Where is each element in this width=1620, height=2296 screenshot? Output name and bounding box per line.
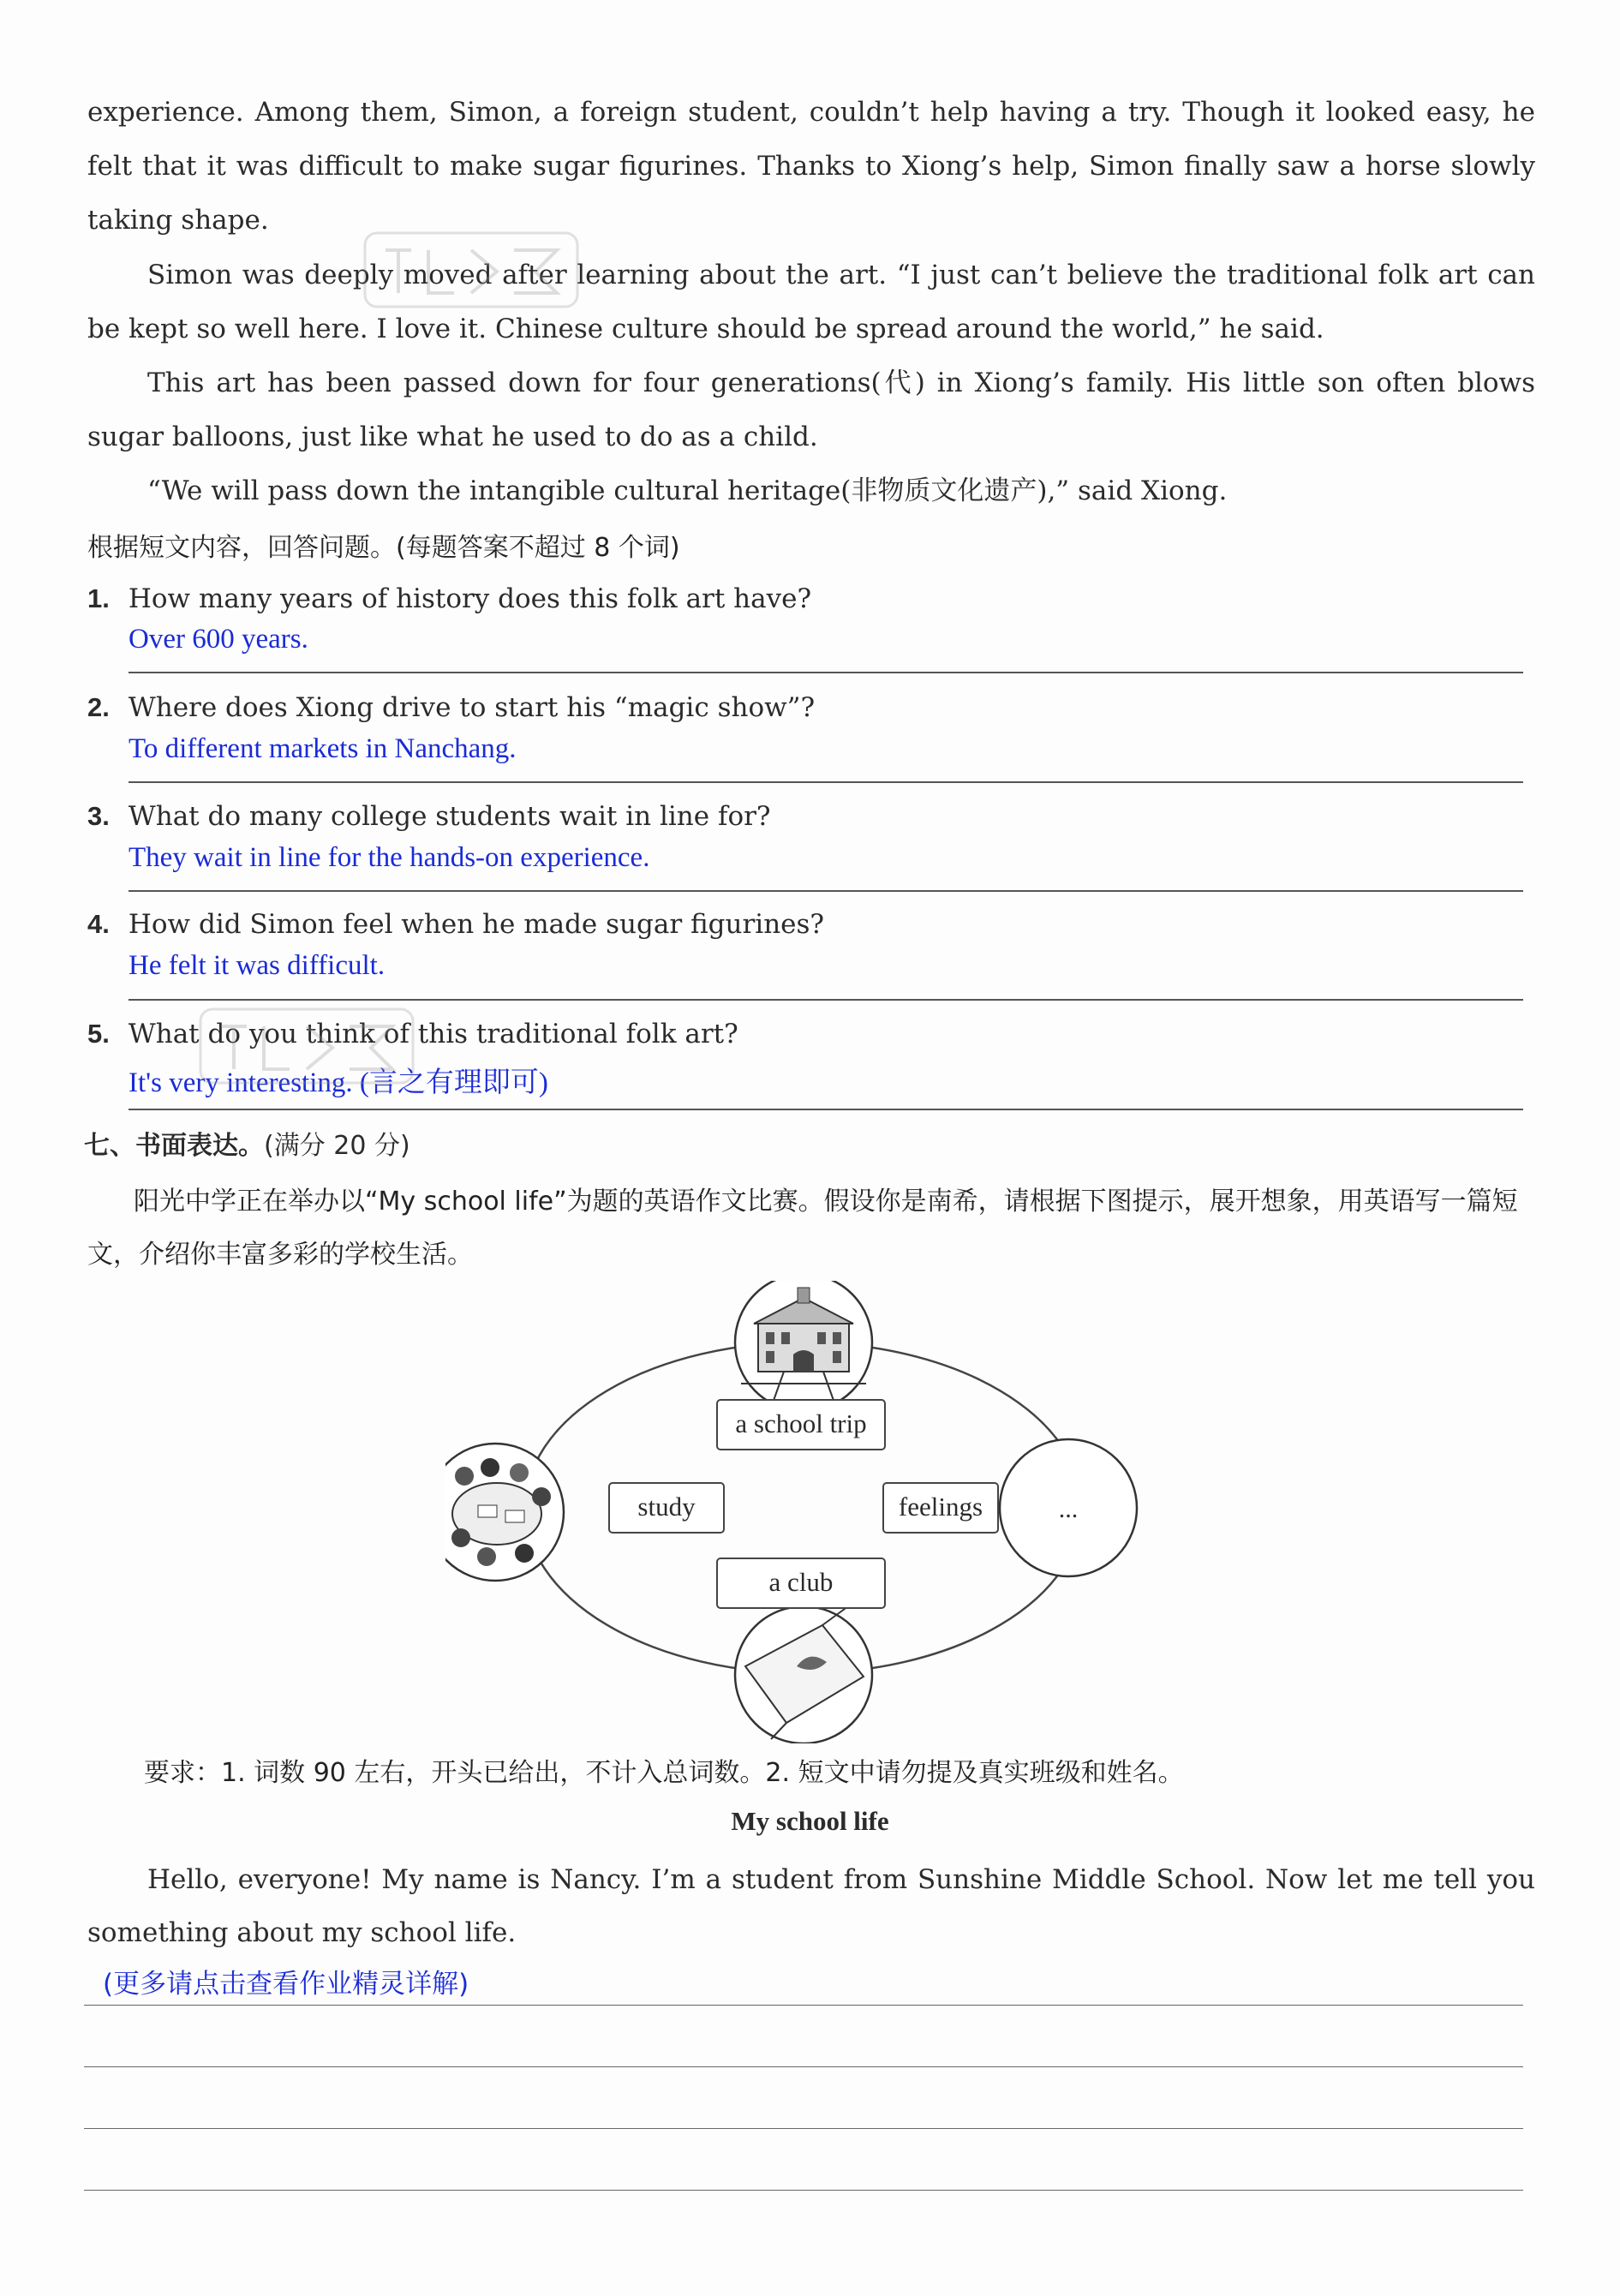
writing-prompt: 阳光中学正在举办以“My school life”为题的英语作文比赛。假设你是南希，请根据下图提示，展开想象，用英语写一篇短文，介绍你丰富多彩的学校生活。 [87, 1187, 1518, 1270]
answer-line [129, 1109, 1523, 1110]
question-text: How many years of history does this folk art have? [128, 583, 812, 614]
section-7-heading [84, 1124, 410, 1162]
answer-5: It's very interesting. (言之有理即可) [129, 1067, 548, 1098]
question-4 [87, 906, 1535, 942]
topic-school-trip: a school trip [716, 1399, 886, 1450]
section-score: (满分 20 分) [264, 1131, 410, 1161]
question-text: What do many college students wait in line for? [128, 801, 771, 832]
writing-requirements: 要求：1. 词数 90 左右，开头已给出，不计入总词数。2. 短文中请勿提及真实班级和姓名。 [144, 1758, 1184, 1788]
question-instruction: 根据短文内容，回答问题。(每题答案不超过 8 个词) [87, 533, 680, 563]
question-text: Where does Xiong drive to start his “magic show”? [128, 692, 816, 723]
answer-line [129, 781, 1523, 783]
writing-line [84, 2190, 1523, 2191]
essay-title: My school life [731, 1806, 889, 1836]
question-number: 2. [87, 692, 110, 722]
watermark-logo [195, 1001, 418, 1095]
writing-line [84, 2005, 1523, 2006]
question-number: 4. [87, 909, 110, 939]
passage-paragraph-4: “We will pass down the intangible cultural heritage(非物质文化遗产),” said Xiong. [147, 475, 1228, 506]
question-1 [87, 581, 1535, 617]
topic-feelings: feelings [882, 1482, 999, 1534]
more-details-link[interactable]: (更多请点击查看作业精灵详解) [103, 1969, 469, 2000]
question-3 [87, 798, 1535, 834]
passage-paragraph-1: experience. Among them, Simon, a foreign student, couldn’t help having a try. Though it looked easy, he felt that it was difficult to make sugar figurines. Thanks to Xiong’s help, Simon finally saw a horse slowly taking shape. [87, 97, 1535, 236]
question-number: 3. [87, 801, 110, 831]
school-building-icon [735, 1281, 872, 1411]
passage-paragraph-3: This art has been passed down for four generations(代) in Xiong’s family. His little son often blows sugar balloons, just like what he used to do as a child. [87, 368, 1535, 452]
answer-3: They wait in line for the hands-on experience. [129, 842, 650, 873]
answer-1: Over 600 years. [129, 624, 308, 655]
answer-4: He felt it was difficult. [129, 950, 386, 981]
writing-line [84, 2066, 1523, 2067]
topic-study: study [608, 1482, 725, 1534]
question-2 [87, 690, 1535, 726]
topic-diagram [445, 1281, 1165, 1743]
writing-line [84, 2128, 1523, 2129]
club-craft-icon [735, 1606, 872, 1743]
answer-line [129, 890, 1523, 892]
question-text: How did Simon feel when he made sugar figurines? [128, 909, 825, 940]
question-number: 5. [87, 1019, 110, 1049]
passage-paragraph-2: Simon was deeply moved after learning about the art. “I just can’t believe the traditional folk art can be kept so well here. I love it. Chinese culture should be spread around the world,” he said. [87, 260, 1535, 344]
answer-line [129, 672, 1523, 673]
topic-club: a club [716, 1558, 886, 1609]
question-text: What do you think of this traditional folk art? [128, 1019, 738, 1049]
topic-more: ... [1058, 1495, 1079, 1523]
question-number: 1. [87, 583, 110, 613]
answer-2: To different markets in Nanchang. [129, 733, 517, 764]
section-title: 七、书面表达。 [84, 1131, 264, 1161]
watermark-logo [360, 224, 583, 319]
essay-opening: Hello, everyone! My name is Nancy. I’m a student from Sunshine Middle School. Now let me tell you something about my school life. [87, 1864, 1535, 1948]
students-studying-icon [445, 1444, 564, 1581]
